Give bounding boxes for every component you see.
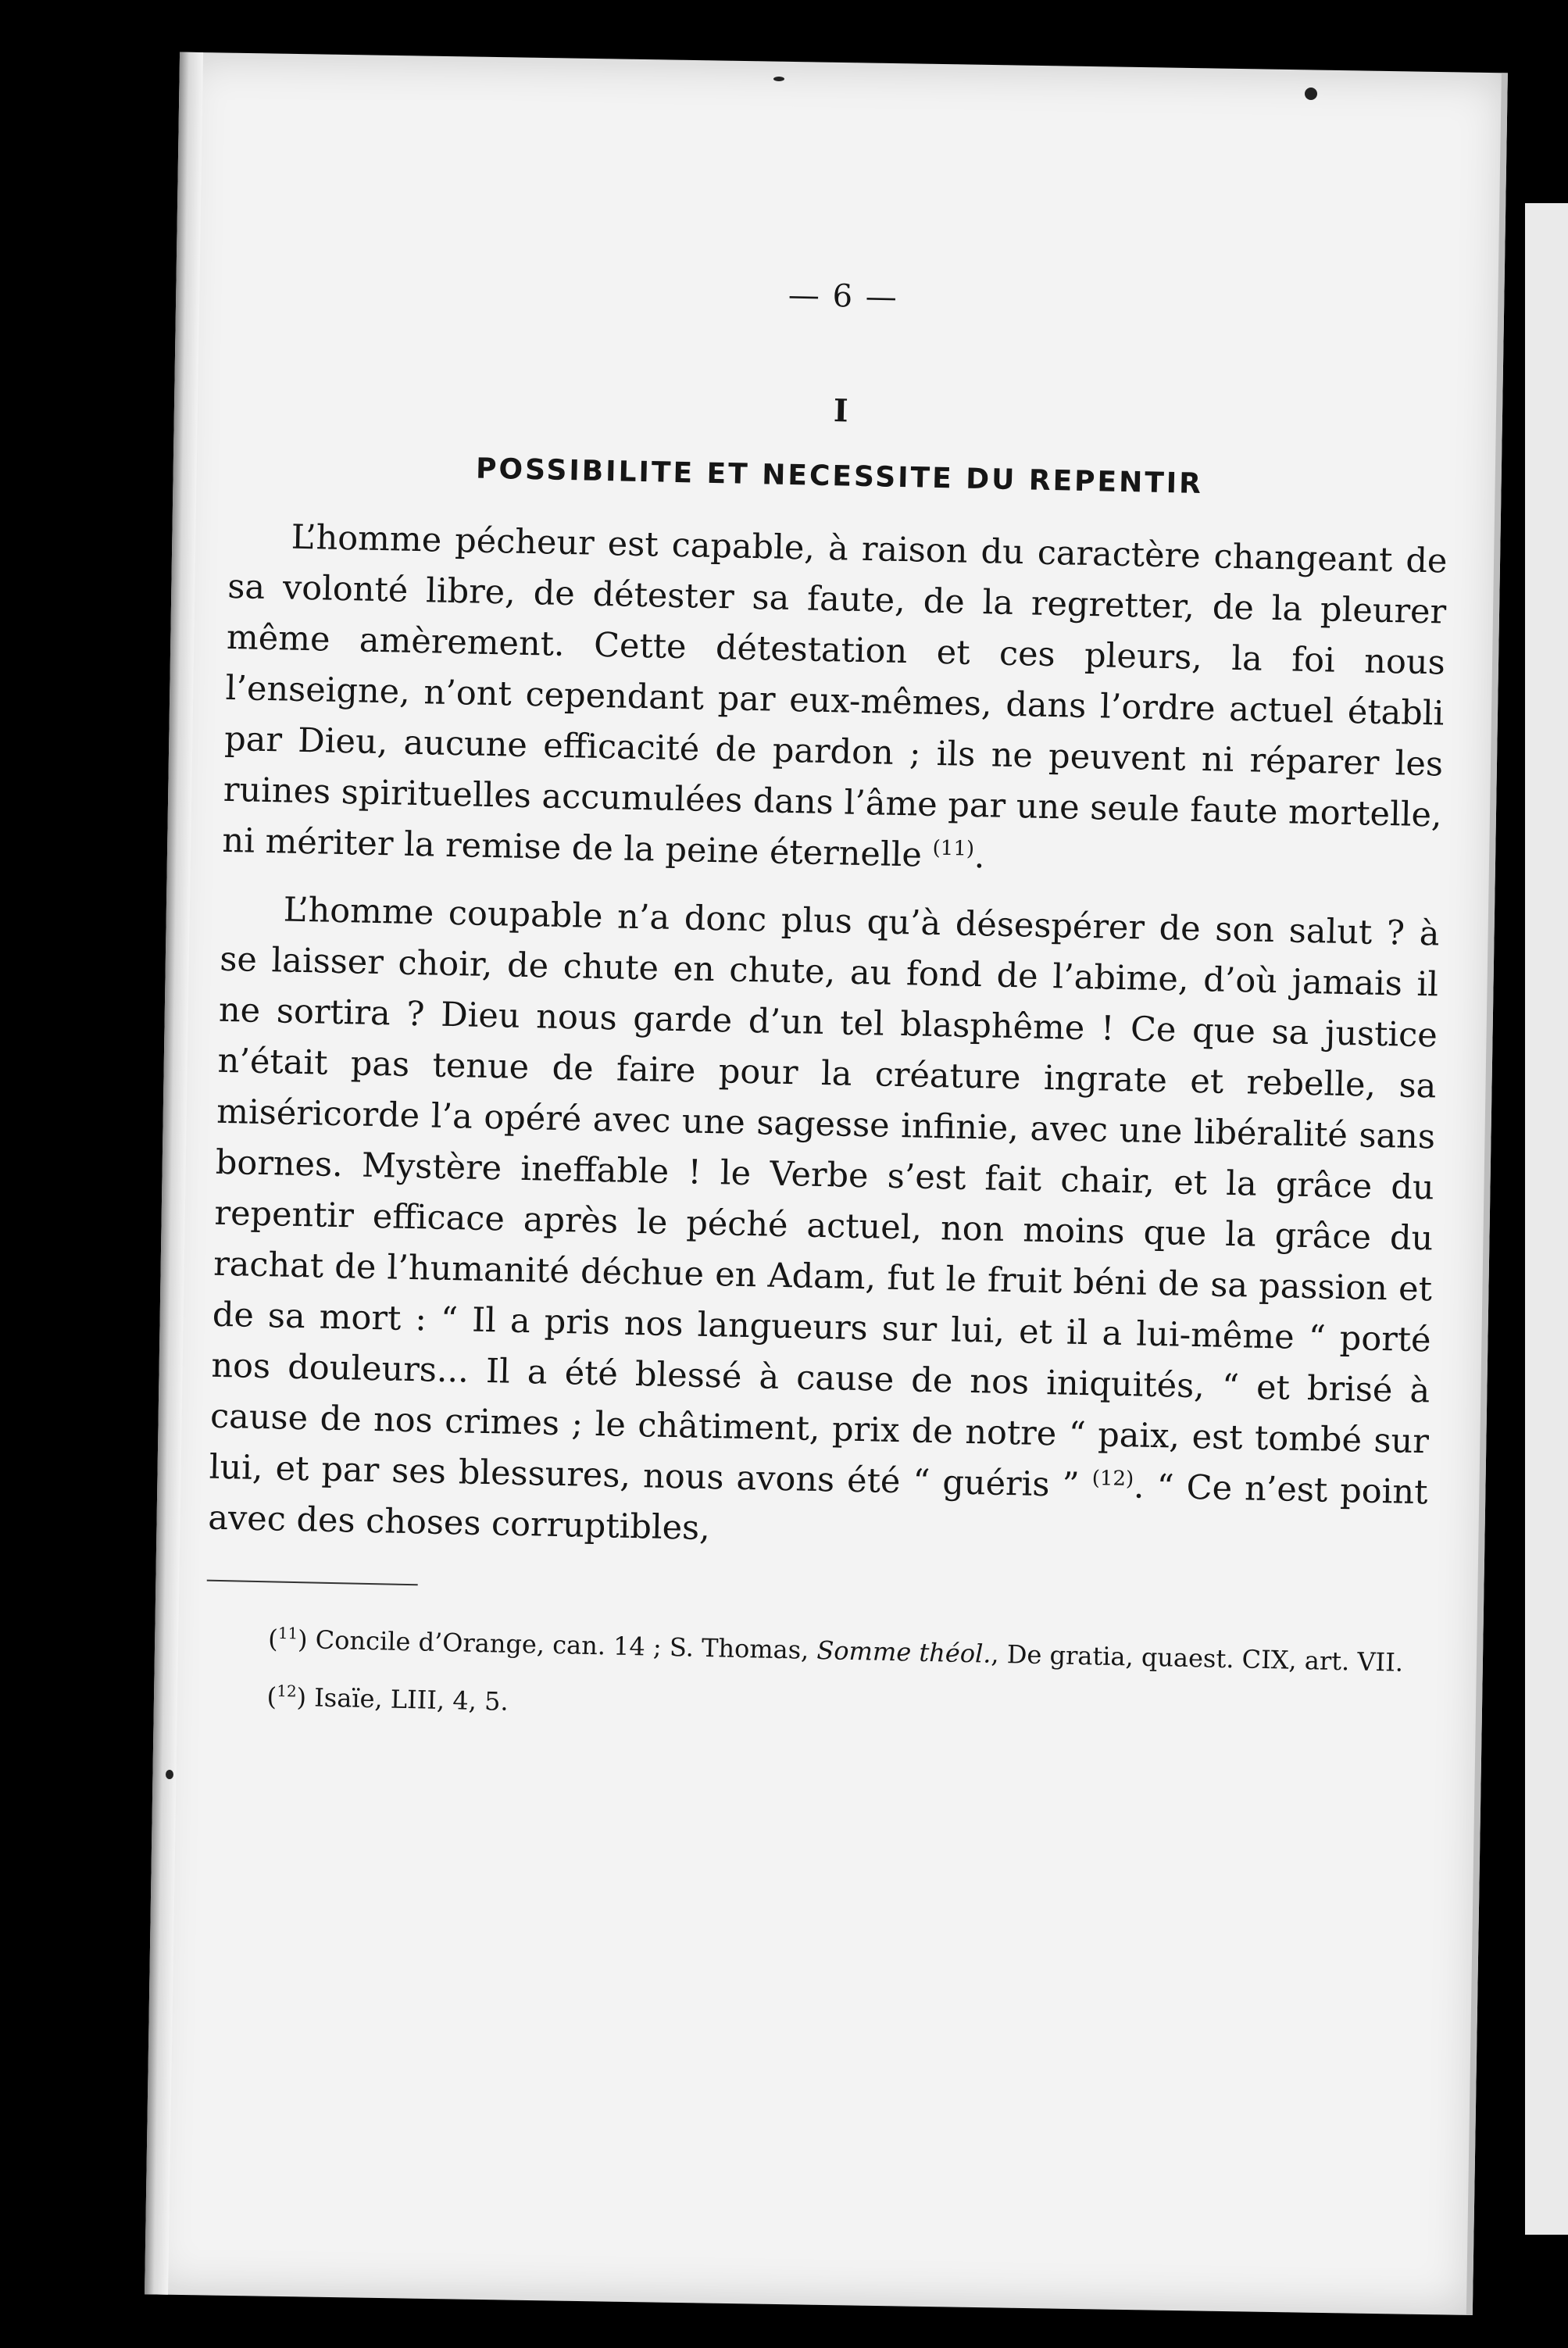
scan-speck [166, 1770, 173, 1779]
chapter-title: POSSIBILITE ET NECESSITE DU REPENTIR [475, 452, 1204, 501]
paragraph-2-text-b: . “ Ce n’est point avec des choses corruptibles, [207, 1467, 1428, 1549]
footnote-11: ($^{11}$) Concile d’Orange, can. 14 ; S. Thomas, Somme théol., De gratia, quaest. CIX, art. VII. [267, 1623, 1404, 1678]
footnote-12-text: Isaïe, LIII, 4, 5. [313, 1682, 509, 1717]
chapter-number: I [833, 392, 849, 430]
page-binding-edge [145, 52, 203, 2295]
page-right-edge [1466, 73, 1508, 2315]
page-number: — 6 — [788, 277, 899, 316]
paragraph-1 [222, 511, 1448, 892]
footnote-11-italic: Somme théol. [816, 1635, 991, 1669]
paragraph-2-text-a: L’homme coupable n’a donc plus qu’à désespérer de son salut ? à se laisser choir, de chute en chute, au fond de l’abime, d’où jamais il ne sortira ? Dieu nous garde d’un tel blasphême ! Ce que sa justice n’était pas tenue de faire pour la créature ingrate et rebelle, sa miséricorde l’a opéré avec une sagesse infinie, avec une libéralité sans bornes. Mystère ineffable ! le Verbe s’est fait chair, et la grâce du repentir efficace après le péché actuel, non moins que la grâce du rachat de l’humanité déchue en Adam, fut le fruit béni de sa passion et de sa mort : “ Il a pris nos langueurs sur lui, et il a lui-même “ porté nos douleurs... Il a été blessé à cause de nos iniquités, “ et brisé à cause de nos crimes ; le châtiment, prix de notre “ paix, est tombé sur lui, et par ses blessures, nous avons été “ guéris ” [209, 890, 1440, 1505]
footnote-11-mark: 11 [277, 1623, 298, 1643]
footnote-12-mark: 12 [277, 1681, 297, 1701]
page-content [204, 266, 1453, 1761]
footnote-12: ($^{12}$) Isaïe, LIII, 4, 5. [266, 1681, 509, 1717]
scan-speck [773, 77, 784, 81]
footnote-ref-11: (11) [932, 836, 975, 861]
paragraph-2 [208, 884, 1440, 1569]
footnote-separator [207, 1580, 418, 1586]
footnote-11-text: Concile d’Orange, can. 14 ; S. Thomas, [315, 1624, 809, 1665]
footnote-ref-12: (12) [1091, 1467, 1134, 1492]
paragraph-1-end: . [973, 837, 986, 877]
footnote-11-end: , De gratia, quaest. CIX, art. VII. [991, 1639, 1404, 1678]
paragraph-1-text: L’homme pécheur est capable, à raison du caractère changeant de sa volonté libre, de détester sa faute, de la regretter, de la pleurer même amèrement. Cette détestation et ces pleurs, la foi nous l’enseigne, n’ont cependant par eux-mêmes, dans l’ordre actuel établi par Dieu, aucune efficacité de pardon ; ils ne peuvent ni réparer les ruines spirituelles accumulées dans l’âme par une seule faute mortelle, ni mériter la remise de la peine éternelle [222, 517, 1448, 875]
scan-speck [1305, 88, 1317, 100]
adjacent-page-strip [1525, 203, 1568, 2235]
